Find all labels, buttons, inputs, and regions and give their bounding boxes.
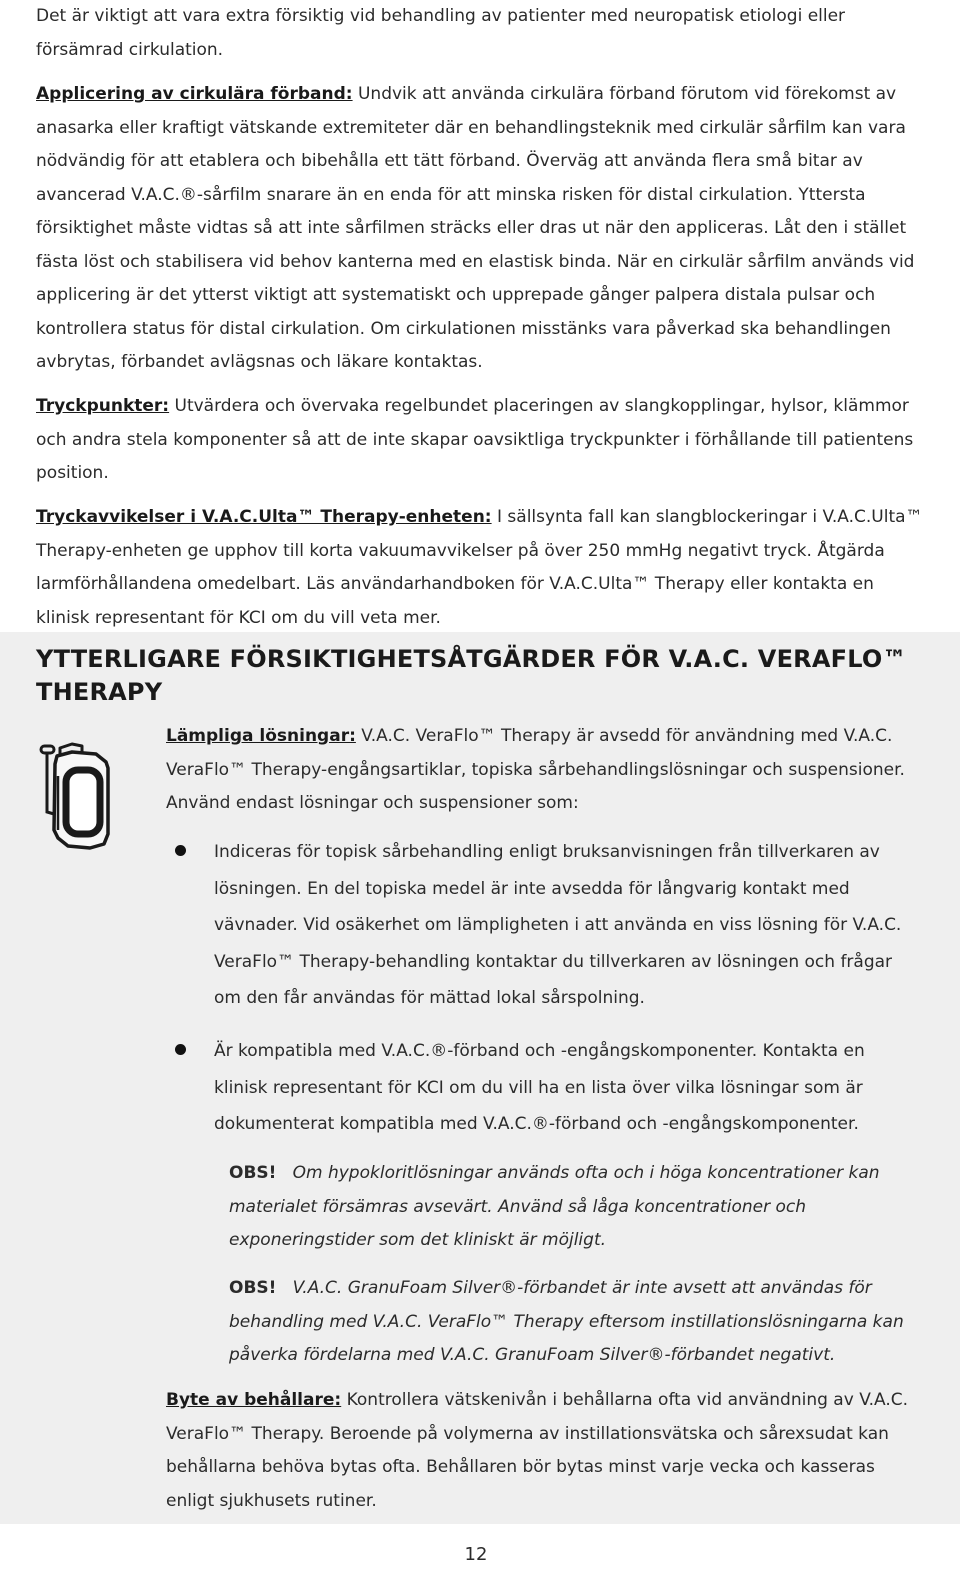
solutions-text: V.A.C. VeraFlo™ Therapy är avsedd för användning med V.A.C. VeraFlo™ Therapy-engångsartiklar, topiska sårbehandlingslösningar och suspensioner. Använd endast lösningar och suspensioner som: bbox=[166, 726, 905, 813]
bullet-item: Är kompatibla med V.A.C.®-förband och -engångskomponenter. Kontakta en klinisk representant för KCI om du vill ha en lista över vilka lösningar som är dokumenterat kompatibla med V.A.C.®-förband och -engångskomponenter. bbox=[214, 1041, 865, 1134]
solutions-paragraph bbox=[166, 720, 926, 821]
pressure-points-heading: Tryckpunkter: bbox=[36, 396, 170, 416]
bullet-marker bbox=[175, 845, 186, 856]
note-hypochlorite bbox=[229, 1157, 914, 1258]
note-label: OBS! bbox=[229, 1278, 277, 1298]
note-text: Om hypokloritlösningar används ofta och i höga koncentrationer kan materialet försämras avsevärt. Använd så låga koncentrationer och exponeringstider som det kliniskt är möjligt. bbox=[229, 1163, 880, 1250]
section-title: YTTERLIGARE FÖRSIKTIGHETSÅTGÄRDER FÖR V.A.C. VERAFLO™ THERAPY bbox=[36, 645, 907, 706]
intro-text: Det är viktigt att vara extra försiktig vid behandling av patienter med neuropatisk etiologi eller försämrad cirkulation. bbox=[36, 6, 846, 60]
note-label: OBS! bbox=[229, 1163, 277, 1183]
circular-dressing-heading: Applicering av cirkulära förband: bbox=[36, 84, 353, 104]
note-text: V.A.C. GranuFoam Silver®-förbandet är inte avsett att användas för behandling med V.A.C. VeraFlo™ Therapy eftersom instillationslösningarna kan påverka fördelarna med V.A.C. GranuFoam Silver®-förbandet negativt. bbox=[229, 1278, 904, 1365]
bullet-marker bbox=[175, 1044, 186, 1055]
pressure-points-paragraph bbox=[36, 390, 926, 491]
circular-dressing-text: Undvik att använda cirkulära förband förutom vid förekomst av anasarka eller kraftigt vätskande extremiteter där en behandlingsteknik med cirkulär sårfilm kan vara nödvändig för att etablera och bibehålla ett tätt förband. Överväg att använda flera små bitar av avancerad V.A.C.®-sårfilm snarare än en enda för att minska risken för distal cirkulation. Yttersta försiktighet måste vidtas så att inte sårfilmen sträcks eller dras ut när den appliceras. Låt den i stället fästa löst och stabilisera vid behov kanterna med en elastisk binda. När en cirkulär sårfilm används vid applicering är det ytterst viktigt att systematiskt och upprepade gånger palpera distala pulsar och kontrollera status för distal cirkulation. Om cirkulationen misstänks vara påverkad ska behandlingen avbrytas, förbandet avlägsnas och läkare kontaktas. bbox=[36, 84, 915, 372]
circular-dressing-paragraph bbox=[36, 78, 926, 380]
pressure-deviations-paragraph bbox=[36, 501, 926, 635]
pressure-deviations-heading: Tryckavvikelser i V.A.C.Ulta™ Therapy-enheten: bbox=[36, 507, 492, 527]
page-number: 12 bbox=[464, 1544, 488, 1565]
canister-change-text: Kontrollera vätskenivån i behållarna ofta vid användning av V.A.C. VeraFlo™ Therapy. Beroende på volymerna av instillationsvätska och sårexsudat kan behållarna behöva bytas ofta. Behållaren bör bytas minst varje vecka och kasseras enligt sjukhusets rutiner. bbox=[166, 1390, 909, 1511]
canister-change-paragraph bbox=[166, 1384, 916, 1518]
note-granufoam-silver bbox=[229, 1272, 914, 1373]
solutions-heading: Lämpliga lösningar: bbox=[166, 726, 356, 746]
intro-paragraph bbox=[36, 0, 926, 67]
pressure-deviations-text: I sällsynta fall kan slangblockeringar i V.A.C.Ulta™ Therapy-enheten ge upphov till korta vakuumavvikelser på över 250 mmHg negativt tryck. Åtgärda larmförhållandena omedelbart. Läs användarhandboken för V.A.C.Ulta™ Therapy eller kontakta en klinisk representant för KCI om du vill veta mer. bbox=[36, 507, 923, 628]
bullet-item: Indiceras för topisk sårbehandling enligt bruksanvisningen från tillverkaren av lösningen. En del topiska medel är inte avsedda för långvarig kontakt med vävnader. Vid osäkerhet om lämpligheten i att använda en viss lösning för V.A.C. VeraFlo™ Therapy-behandling kontaktar du tillverkaren av lösningen och frågar om den får användas för mättad lokal sårspolning. bbox=[214, 842, 902, 1008]
veraflo-cassette-icon bbox=[38, 740, 120, 850]
canister-change-heading: Byte av behållare: bbox=[166, 1390, 342, 1410]
pressure-points-text: Utvärdera och övervaka regelbundet placeringen av slangkopplingar, hylsor, klämmor och andra stela komponenter så att de inte skapar oavsiktliga tryckpunkter i förhållande till patientens position. bbox=[36, 396, 914, 483]
